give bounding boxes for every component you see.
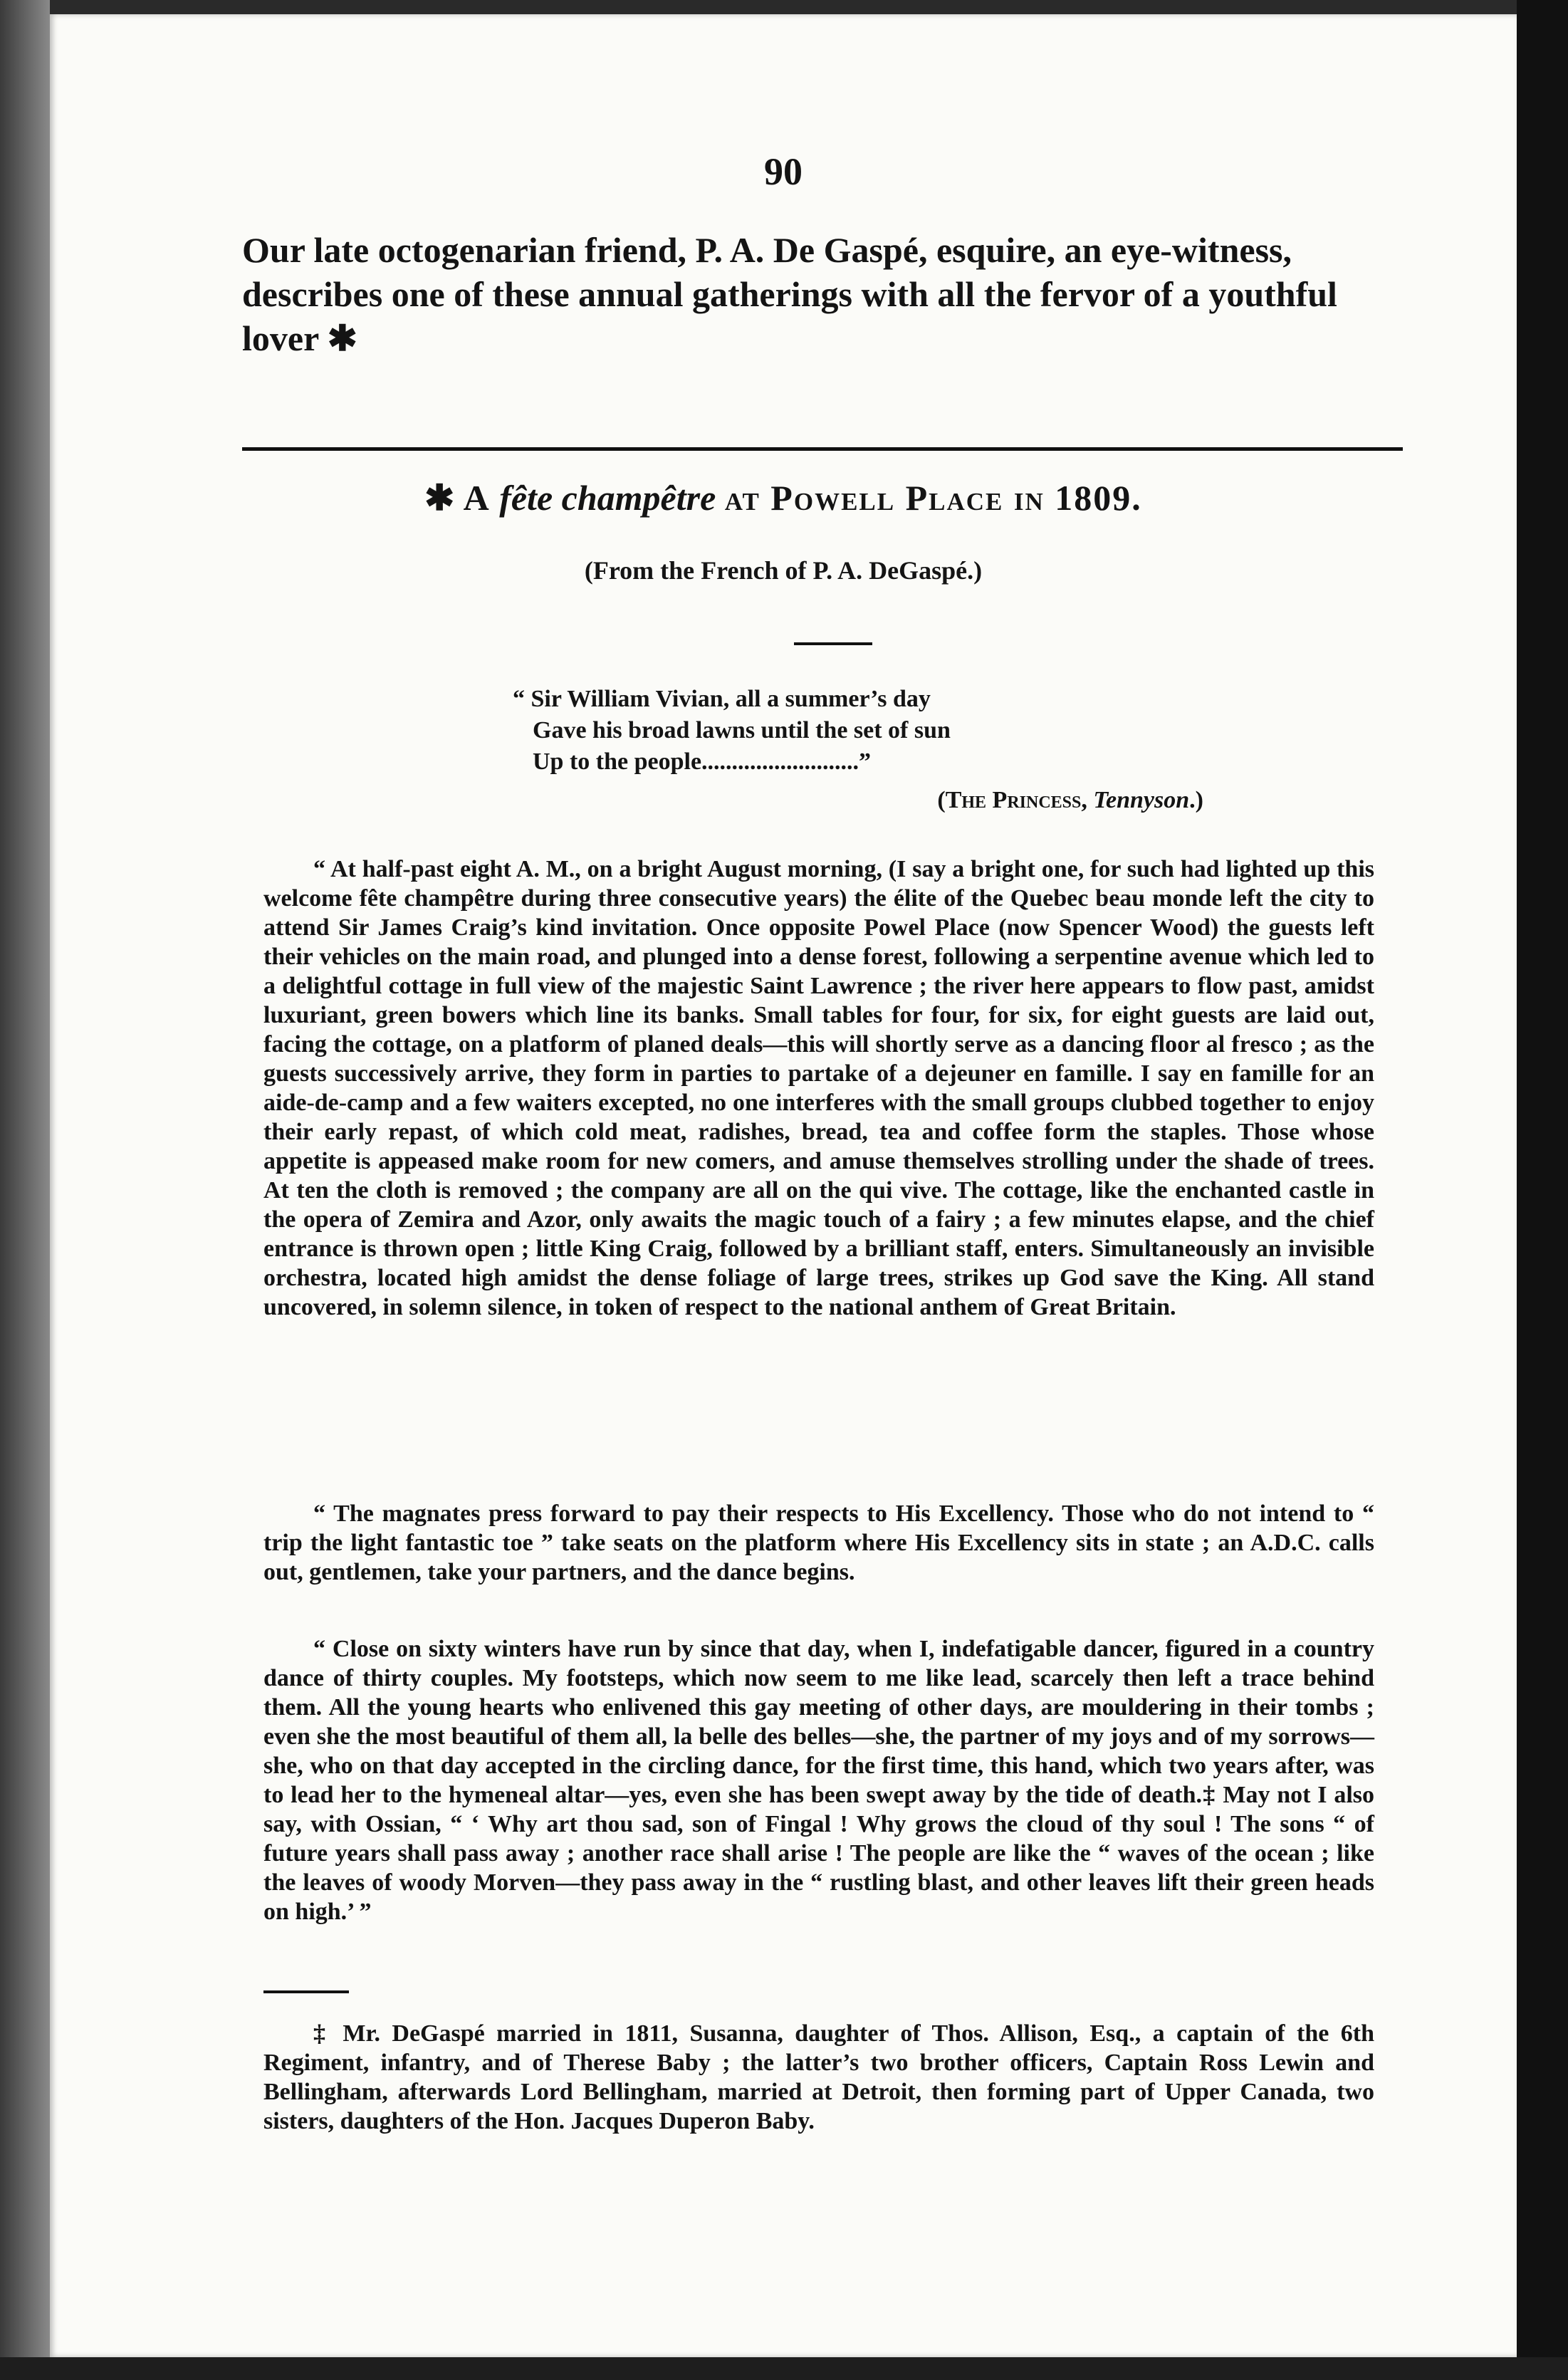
- intro-paragraph: Our late octogenarian friend, P. A. De Gaspé, esquire, an eye-witness, describes one of these annual gatherings with all the fervor of a youthful lover ✱: [242, 230, 1337, 358]
- scan-right-margin: [1517, 0, 1568, 2380]
- section-subtitle: (From the French of P. A. DeGaspé.): [584, 556, 983, 585]
- attribution-work: The Princess,: [945, 787, 1087, 813]
- footnote-divider: [263, 1990, 349, 1993]
- body-paragraph: “ Close on sixty winters have run by since that day, when I, indefatigable dancer, figured in a country dance of thirty couples. My footsteps, which now seem to me like lead, scarcely then left a trace behind them. All the young hearts who enlivened this gay meeting of other days, are mouldering in their tombs ; even she the most beautiful of them all, la belle des belles—she, the partner of my joys and of my sorrows—she, who on that day accepted in the circling dance, for the first time, this hand, which two years after, was to lead her to the hymeneal altar—yes, even she has been swept away by the tide of death.‡ May not I also say, with Ossian, “ ‘ Why art thou sad, son of Fingal ! Why grows the cloud of thy soul ! The sons “ of future years shall pass away ; another race shall arise ! The people are like the “ waves of the ocean ; like the leaves of woody Morven—they pass away in the “ rustling blast, and other leaves lift their green heads on high.’ ”: [263, 1636, 1374, 1925]
- scan-left-margin: [0, 0, 50, 2380]
- epigraph: [513, 684, 1154, 778]
- attribution-close: .): [1189, 787, 1203, 813]
- body-paragraph: “ At half-past eight A. M., on a bright August morning, (I say a bright one, for such had lighted up this welcome fête champêtre during three consecutive years) the élite of the Quebec beau monde left the city to attend Sir James Craig’s kind invitation. Once opposite Powel Place (now Spencer Wood) the guests left their vehicles on the main road, and plunged into a dense forest, following a serpentine avenue which led to a delightful cottage in full view of the majestic Saint Lawrence ; the river here appears to flow past, amidst luxuriant, green bowers which line its banks. Small tables for four, for six, for eight guests are laid out, facing the cottage, on a platform of planed deals—this will shortly serve as a dancing floor al fresco ; as the guests successively arrive, they form in parties to partake of a dejeuner en famille. I say en famille for an aide-de-camp and a few waiters excepted, no one interferes with the small groups clubbed together to enjoy their early repast, of which cold meat, radishes, bread, tea and coffee form the staples. Those whose appetite is appeased make room for new comers, and amuse themselves strolling under the shade of trees. At ten the cloth is removed ; the company are all on the qui vive. The cottage, like the enchanted castle in the opera of Zemira and Azor, only awaits the magic touch of a fairy ; a few minutes elapse, and the chief entrance is thrown open ; little King Craig, followed by a brilliant staff, enters. Simultaneously an invisible orchestra, located high amidst the dense foliage of large trees, strikes up God save the King. All stand uncovered, in solemn silence, in token of respect to the national anthem of Great Britain.: [263, 856, 1374, 1320]
- scan-bottom-margin: [0, 2357, 1568, 2380]
- epigraph-attribution: [762, 787, 1203, 814]
- epigraph-line: Up to the people..........................”: [533, 748, 872, 775]
- attribution-open: (: [937, 787, 946, 813]
- epigraph-line: Gave his broad lawns until the set of sun: [533, 717, 951, 743]
- section-divider: [242, 447, 1403, 451]
- title-article: A: [463, 478, 491, 518]
- book-page: [50, 14, 1517, 2357]
- attribution-author: Tennyson: [1093, 787, 1190, 813]
- short-divider: [794, 642, 872, 645]
- footnote: ‡ Mr. DeGaspé married in 1811, Susanna, daughter of Thos. Allison, Esq., a captain of the 6th Regiment, infantry, and of Therese Baby ; the latter’s two brother officers, Captain Ross Lewin and Bellingham, afterwards Lord Bellingham, married at Detroit, then forming part of Upper Canada, two sisters, daughters of the Hon. Jacques Duperon Baby.: [263, 2020, 1374, 2134]
- epigraph-line: “ Sir William Vivian, all a summer’s day: [513, 686, 931, 712]
- title-mark: ✱: [424, 478, 455, 518]
- section-title: [50, 477, 1517, 518]
- page-number: 90: [764, 150, 803, 193]
- title-rest: at Powell Place in 1809.: [724, 478, 1142, 518]
- title-fete: fête champêtre: [499, 478, 716, 518]
- body-paragraph: “ The magnates press forward to pay their respects to His Excellency. Those who do not intend to “ trip the light fantastic toe ” take seats on the platform where His Excellency sits in state ; an A.D.C. calls out, gentlemen, take your partners, and the dance begins.: [263, 1500, 1374, 1585]
